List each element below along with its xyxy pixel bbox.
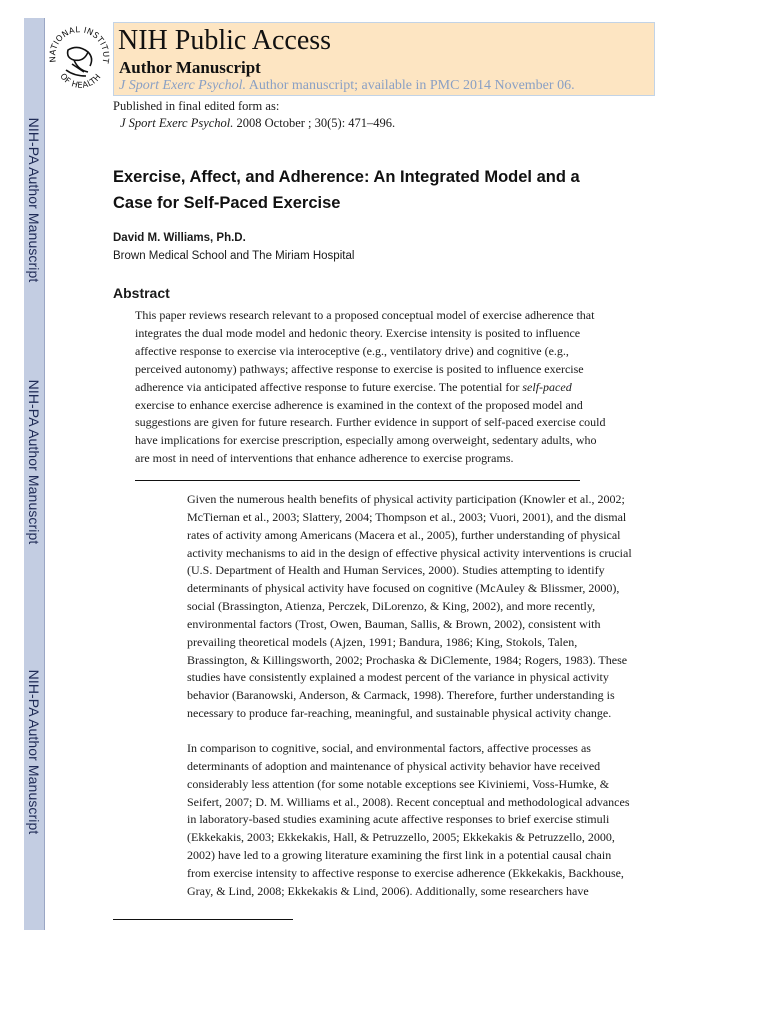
nih-logo [44,20,114,96]
paragraph-line: McTiernan et al., 2003; Slattery, 2004; Thompson et al., 2003; Vuori, 2001), and the dismal [187,509,627,524]
title-line: Case for Self-Paced Exercise [113,194,341,212]
paragraph-line: Brassington, & Killingsworth, 2002; Prochaska & DiClemente, 1984; Rogers, 1983). These [187,652,628,667]
logo-text-bottom: OF HEALTH [58,71,103,90]
abstract-line: adherence via anticipated affective response to future exercise. The potential for self-paced [135,379,572,394]
svg-text:OF HEALTH [58,71,102,90]
paragraph-line: social (Brassington, Atienza, Perczek, DiLorenzo, & King, 2002), and more recently, [187,599,596,614]
published-info [113,98,395,132]
title-line: Exercise, Affect, and Adherence: An Integrated Model and a [113,168,580,186]
header-title: NIH Public Access [118,25,332,56]
abstract-divider [135,480,580,481]
paragraph-line: In comparison to cognitive, social, and environmental factors, affective processes as [187,741,591,755]
paragraph-line: determinants of physical activity have focused on cognitive (McAuley & Blissmer, 2000), [187,581,620,596]
paragraph-line: rates of activity among Americans (Macera et al., 2005), further understanding of physical [187,527,621,542]
paragraph-line: from exercise intensity to affective response to exercise adherence (Ekkekakis, Backhouse, [187,865,624,880]
body-paragraph-2 [187,740,657,901]
header-journal: J Sport Exerc Psychol. [119,78,246,93]
paragraph-line: prevailing theoretical models (Ajzen, 1991; Bandura, 1986; King, Stokols, Talen, [187,634,578,649]
header-citation [119,77,575,95]
footnote-divider [113,919,293,920]
abstract-line: This paper reviews research relevant to a proposed conceptual model of exercise adherence that [135,308,595,322]
paragraph-line: environmental factors (Trost, Owen, Bauman, Sallis, & Brown, 2002), consistent with [187,616,601,631]
paragraph-line: behavior (Baranowski, Anderson, & Carmack, 1998). Therefore, further understanding is [187,688,615,703]
paragraph-line: (Ekkekakis, 2003; Ekkekakis, Hall, & Petruzzello, 2005; Ekkekakis & Petruzzello, 2000, [187,830,615,845]
abstract-line: affective response to exercise via interoceptive (e.g., ventilatory drive) and cognitive (e.g., [135,343,569,358]
paragraph-line: considerably less attention (for some notable exceptions see Kiviniemi, Voss-Humke, & [187,776,610,791]
paragraph-line: Gray, & Lind, 2008; Ekkekakis & Lind, 2006). Additionally, some researchers have [187,883,589,898]
abstract-body [135,307,635,468]
abstract-line: perceived autonomy) pathways; affective response to exercise is posited to influence exercise [135,361,584,376]
abstract-line: are most in need of interventions that enhance adherence to exercise programs. [135,451,514,466]
paragraph-line: Given the numerous health benefits of physical activity participation (Knowler et al., 2002; [187,492,625,506]
abstract-line: suggestions are given for future research. Further evidence in support of self-paced exercise could [135,415,606,430]
published-journal: J Sport Exerc Psychol. [120,116,234,130]
paragraph-line: in laboratory-based studies examining acute affective responses to brief exercise stimuli [187,812,610,827]
published-citation [113,115,395,132]
logo-text-top: NATIONAL INSTITUT [47,24,112,65]
published-label: Published in final edited form as: [113,99,280,113]
article-title [113,164,633,216]
abstract-line: integrates the dual mode model and hedonic theory. Exercise intensity is posited to influence [135,325,581,340]
paragraph-line: determinants of adoption and maintenance of physical activity behavior have received [187,758,601,773]
header-availability: Author manuscript; available in PMC 2014 November 06. [246,78,575,93]
abstract-line: exercise to enhance exercise adherence is examined in the context of the proposed model and [135,397,583,412]
paragraph-line: studies have consistently explained a modest percent of the variance in physical activity [187,670,609,685]
paragraph-line: (U.S. Department of Health and Human Services, 2000). Studies attempting to identify [187,563,605,578]
author-affiliation: Brown Medical School and The Miriam Hospital [113,250,355,262]
paragraph-line: necessary to produce far-reaching, meaningful, and sustainable physical activity change. [187,706,612,721]
abstract-line: have implications for exercise prescription, especially among overweight, sedentary adults, who [135,433,597,448]
nih-header [113,22,655,96]
published-details: 2008 October ; 30(5): 471–496. [233,116,396,130]
paragraph-line: activity mechanisms to aid in the design of effective physical activity interventions is crucial [187,545,632,560]
paragraph-line: Seifert, 2007; D. M. Williams et al., 2008). Recent conceptual and methodological advances [187,794,630,809]
body-paragraph-1 [187,491,657,723]
header-subtitle: Author Manuscript [119,58,261,77]
author-name: David M. Williams, Ph.D. [113,232,246,244]
svg-text:NATIONAL INSTITUTES [44,20,111,65]
paragraph-line: 2002) have led to a growing literature examining the first link in a potential causal chain [187,848,612,863]
abstract-heading: Abstract [113,285,170,301]
